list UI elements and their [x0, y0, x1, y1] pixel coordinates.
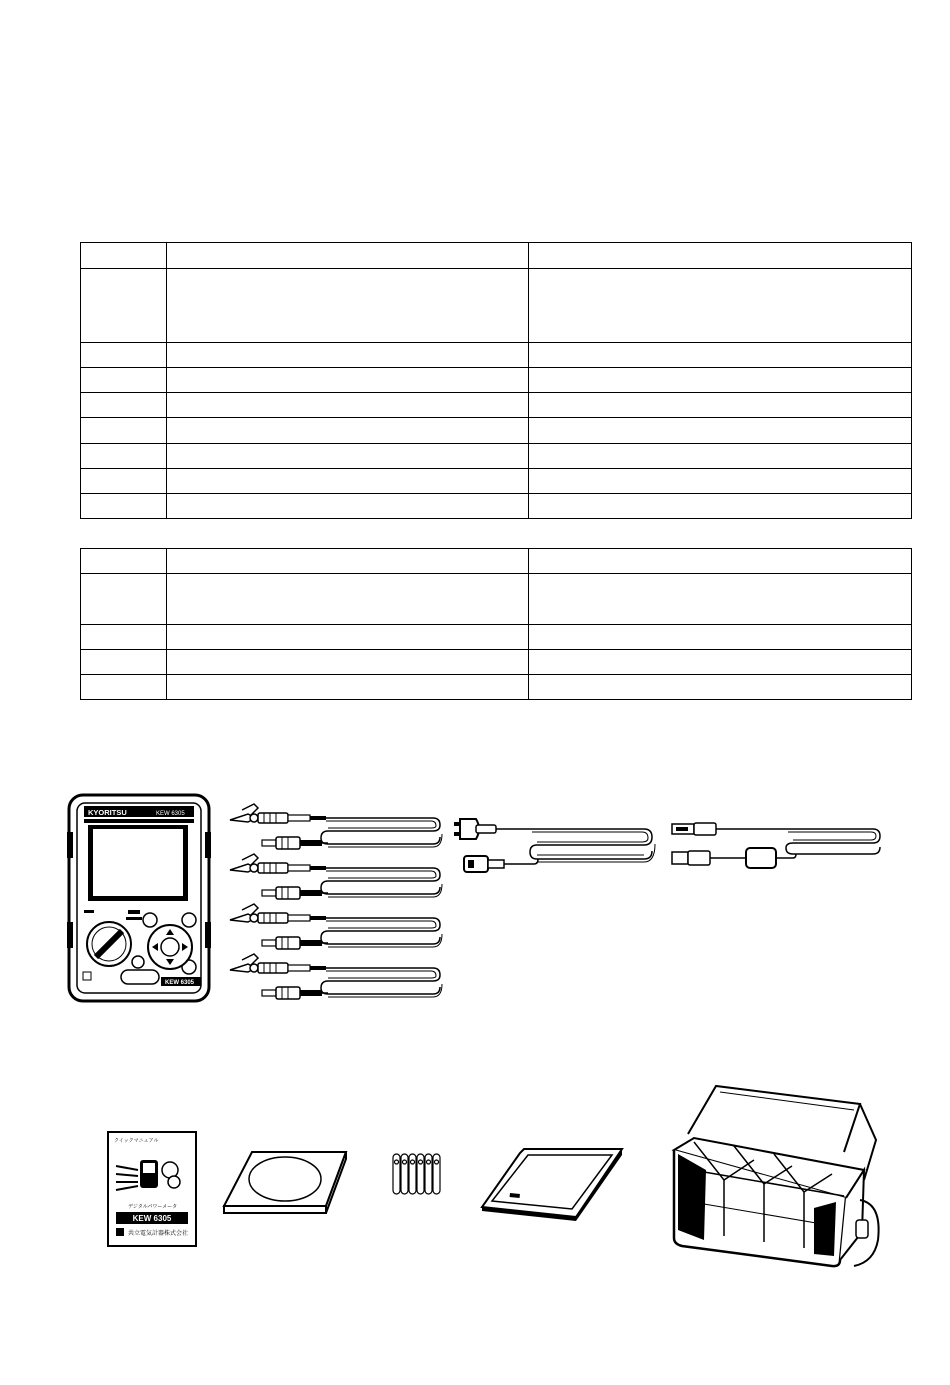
table-cell — [167, 243, 529, 269]
table-cell — [167, 469, 529, 494]
table-row — [81, 574, 912, 625]
function-button-icon — [182, 913, 196, 927]
table-cell — [167, 650, 529, 675]
table-cell — [81, 650, 167, 675]
table-row — [81, 549, 912, 574]
table-cell — [81, 343, 167, 368]
table-row — [81, 418, 912, 444]
table-cell — [81, 243, 167, 269]
table-cell — [529, 494, 912, 519]
table-cell — [529, 243, 912, 269]
table-cell — [529, 343, 912, 368]
table-cell — [167, 675, 529, 700]
table-row — [81, 625, 912, 650]
table-row — [81, 494, 912, 519]
table-cell — [81, 269, 167, 343]
table-row — [81, 469, 912, 494]
table-cell — [167, 343, 529, 368]
device-header-model-text: KEW 6305 — [156, 811, 185, 817]
table-cell — [529, 269, 912, 343]
table-cell — [529, 625, 912, 650]
table-cell — [167, 625, 529, 650]
table-cell — [81, 549, 167, 574]
manual-small-title: クイックマニュアル — [114, 1138, 159, 1144]
table-cell — [529, 675, 912, 700]
table-cell — [167, 269, 529, 343]
device-model-badge: KEW 6305 — [165, 980, 195, 986]
table-cell — [529, 418, 912, 444]
table-cell — [81, 625, 167, 650]
table-row — [81, 393, 912, 418]
ferrite-core-icon — [746, 848, 776, 868]
manual-subtitle: デジタルパワーメータ — [128, 1204, 178, 1210]
color-markers-illustration — [390, 1150, 446, 1198]
usb-cable-illustration — [668, 814, 886, 876]
standard-accessories-table — [80, 242, 912, 519]
table-cell — [529, 549, 912, 574]
disc-icon — [249, 1157, 321, 1201]
manual-model-text: KEW 6305 — [132, 1214, 172, 1223]
cd-rom-illustration — [222, 1150, 348, 1216]
table-cell — [81, 368, 167, 393]
manual-maker-text: 共立電気計器株式会社 — [128, 1231, 189, 1237]
power-meter-illustration — [66, 792, 212, 1004]
table-cell — [81, 469, 167, 494]
table-row — [81, 243, 912, 269]
table-cell — [529, 393, 912, 418]
table-cell — [81, 494, 167, 519]
table-cell — [167, 549, 529, 574]
table-cell — [81, 675, 167, 700]
table-cell — [81, 418, 167, 444]
table-row — [81, 269, 912, 343]
device-brand-text: KYORITSU — [88, 808, 127, 817]
table-cell — [529, 650, 912, 675]
table-cell — [529, 368, 912, 393]
quick-manual-illustration — [106, 1130, 198, 1248]
test-lead-set — [230, 804, 442, 849]
table-cell — [81, 574, 167, 625]
table-row — [81, 343, 912, 368]
table-row — [81, 368, 912, 393]
table-cell — [167, 368, 529, 393]
table-cell — [167, 494, 529, 519]
voltage-test-leads-illustration — [228, 796, 448, 1000]
table-cell — [167, 444, 529, 469]
table-row — [81, 650, 912, 675]
optional-accessories-table — [80, 548, 912, 700]
table-cell — [81, 393, 167, 418]
table-row — [81, 675, 912, 700]
table-cell — [529, 444, 912, 469]
carrying-case-illustration — [664, 1080, 888, 1272]
device-screen — [93, 829, 183, 896]
table-cell — [167, 393, 529, 418]
table-cell — [529, 574, 912, 625]
sd-card-illustration — [480, 1145, 626, 1223]
table-cell — [81, 444, 167, 469]
table-row — [81, 444, 912, 469]
table-cell — [167, 418, 529, 444]
function-button-icon — [143, 913, 157, 927]
start-stop-button-icon — [121, 970, 159, 984]
function-button-icon — [132, 956, 144, 968]
power-cord-illustration — [452, 814, 657, 876]
table-cell — [167, 574, 529, 625]
table-cell — [529, 469, 912, 494]
